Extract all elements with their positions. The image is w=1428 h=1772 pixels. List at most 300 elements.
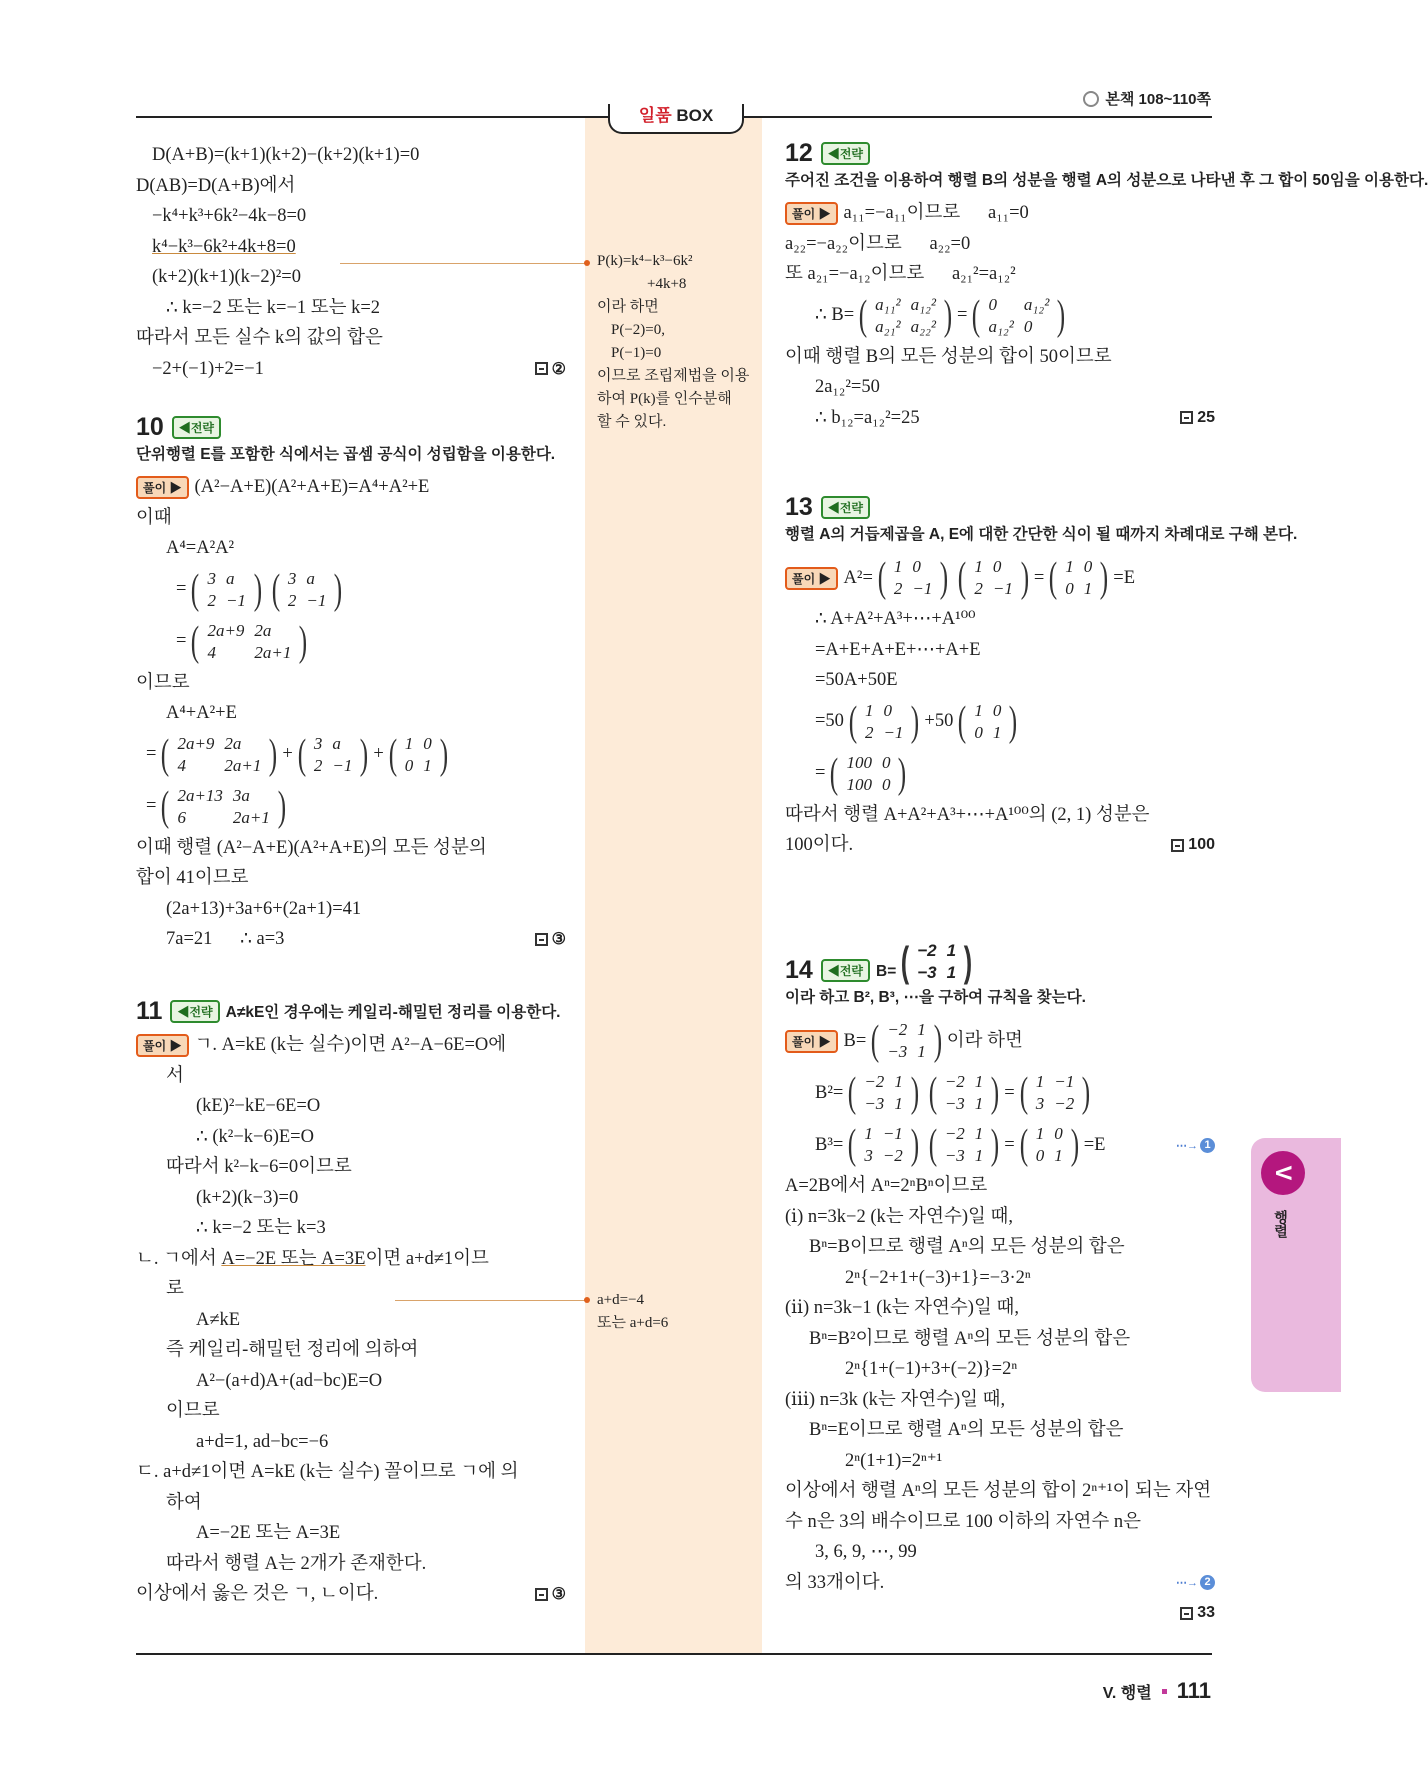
math-text: −k⁴+k³+6k²−4k−8=0 [152,206,307,226]
matrix-cell: 0 [883,700,892,720]
matrix [926,1123,1002,1167]
strategy-badge: ◀전략 [821,496,870,519]
math-text: 따라서 k²−k−6=0이므로 [166,1157,352,1177]
matrix [969,294,1068,338]
math-text: (ⅰ) n=3k−2 (k는 자연수)일 때, [785,1206,1014,1227]
math-text: 하여 [166,1492,202,1513]
solution-line [785,198,1215,229]
math-text: A⁴+A²+E [166,703,237,723]
solution-line [785,665,1215,696]
solution-line [136,833,566,864]
math-text: (k+2)(k+1)(k−2)²=0 [152,267,301,287]
matrix-entries [1031,1071,1079,1115]
chapter-label: V. 행렬 [1102,1684,1152,1702]
math-text: Bⁿ=B²이므로 행렬 Aⁿ의 모든 성분의 합은 [809,1328,1131,1349]
math-text: a₁₁=−a₁₁이므로 a₁₁=0 [843,203,1029,223]
solution-line [785,1171,1215,1202]
paren-left: ( [958,555,967,601]
math-text: + [373,744,384,765]
paren-left: ( [848,1070,857,1116]
math-text: 즉 케일리-해밀턴 정리에 의하여 [166,1340,419,1360]
solution-line [785,1119,1215,1171]
answer-value: ② [551,360,566,378]
math-text: A⁴=A²A² [166,538,235,558]
paren-left: ( [972,292,981,339]
note-line: 이므로 조립제법을 이용 [597,368,750,384]
matrix-cell: a₁₁² [875,294,901,314]
matrix-entries [870,294,941,338]
matrix-cell: 2a+1 [232,807,270,827]
solution-line [785,1202,1215,1233]
math-text: B= [876,963,897,980]
paren-right: ) [963,938,973,985]
solution-line [785,1293,1215,1324]
reference-link[interactable] [1083,88,1211,109]
matrix-cell: 1 [974,1094,984,1113]
matrix [845,1123,921,1167]
matrix-cell: 6 [177,807,186,827]
math-text: 이라 하면 [946,1030,1023,1051]
matrix-cell: 3 [313,733,323,753]
math-text: 단위행렬 E를 포함한 식에서는 곱셈 공식이 성립함을 이용한다. [136,446,556,463]
problem-12 [785,139,1428,433]
solution-line [136,781,566,833]
math-text: B²= [815,1082,844,1103]
answer-mark [1180,409,1215,427]
answer-value: ③ [551,931,566,949]
note-connector [395,1300,586,1301]
matrix-cell: 2a [254,620,272,640]
chapter-tab-label: 행렬 [1273,1210,1289,1238]
math-text: 합이 41이므로 [136,868,249,888]
problem-14 [785,940,1215,1629]
matrix-entries [859,1123,907,1167]
solution-line [136,262,566,293]
matrix-cell: 1 [1035,1124,1045,1143]
matrix-entries [172,733,266,777]
matrix-cell: −2 [1054,1094,1075,1113]
math-text: 수 n은 3의 배수이므로 100 이하의 자연수 n은 [785,1511,1141,1532]
math-text: 의 33개이다. [785,1572,885,1593]
matrix-cell: −1 [306,590,327,610]
solution-line [136,1030,566,1061]
solution-badge: 풀이 ▶ [785,1030,838,1053]
matrix-cell: 3 [207,568,216,588]
solution-line [136,1091,566,1122]
matrix-cell: 0 [992,557,1002,576]
matrix-cell: −2 [882,1146,903,1165]
solution-line [785,1232,1215,1263]
math-text: 2ⁿ{1+(−1)+3+(−2)}=2ⁿ [845,1359,1018,1379]
matrix-entries [841,752,895,796]
solution-line [785,403,1215,434]
solution-line [136,201,566,232]
matrix-cell: a₂₁² [875,316,901,336]
math-text: ㄴ. ㄱ에서 [136,1248,222,1269]
math-text: 따라서 행렬 A+A²+A³+⋯+A¹⁰⁰의 (2, 1) 성분은 [785,804,1150,825]
matrix-cell: −1 [912,579,933,598]
paren-right: ) [269,731,278,778]
paren-right: ) [334,566,343,613]
solution-line [136,1061,566,1092]
matrix-cell: −3 [917,963,937,982]
matrix-cell: 0 [1023,316,1033,336]
solution-line [136,729,566,781]
math-text: Bⁿ=E이므로 행렬 Aⁿ의 모든 성분의 합은 [809,1420,1124,1440]
box-note-factor [597,250,757,434]
matrix-cell: −2 [864,1072,885,1091]
underlined-expression: A=−2E 또는 A=3E [221,1248,366,1269]
solution-line [785,1507,1215,1538]
math-text: ∴ k=−2 또는 k=3 [196,1218,326,1238]
matrix-cell: 1 [917,1042,926,1061]
matrix-entries [860,700,908,744]
math-text: A²= [843,567,873,588]
solution-line [785,1324,1215,1355]
solution-line [136,171,566,202]
paren-left: ( [1049,555,1058,601]
paren-right: ) [898,750,907,797]
matrix-cell: −3 [864,1094,885,1113]
math-text: A≠kE인 경우에는 케일리-해밀턴 정리를 이용한다. [225,1004,561,1021]
matrix-cell: 1 [974,557,983,576]
answer-mark [535,359,566,379]
matrix-cell: 1 [1065,557,1074,576]
matrix-cell: 1 [894,1094,903,1113]
matrix [386,733,451,777]
matrix-entries [969,700,1006,744]
matrix-cell: −1 [1054,1072,1075,1091]
math-text: = [1033,567,1045,588]
paren-left: ( [848,1122,857,1168]
math-text: 또 a₂₁=−a₁₂이므로 a₂₁²=a₁₂² [785,264,1016,284]
footer-rule [136,1653,1212,1655]
matrix-cell: a₂₂² [910,316,937,336]
paren-right: ) [910,1122,920,1168]
matrix-entries [940,1071,988,1115]
matrix-cell: 1 [992,722,1002,742]
solution-badge: 풀이 ▶ [136,1034,189,1057]
answer-icon [1180,1607,1193,1620]
problem-header [785,139,1428,194]
matrix-entries [859,1071,907,1115]
solution-badge: 풀이 ▶ [785,567,838,590]
paren-left: ( [871,1018,880,1064]
matrix [1017,1123,1082,1167]
answer-icon [535,933,548,946]
note-line: 이라 하면 [597,299,659,315]
solution-line [136,564,566,616]
solution-line [785,1446,1215,1477]
matrix-cell: 1 [404,733,414,753]
matrix [845,1071,921,1115]
matrix-cell: a [332,733,341,753]
solution-line [785,290,1215,342]
matrix [1017,1071,1093,1115]
math-text: 2ⁿ{−2+1+(−3)+1}=−3·2ⁿ [845,1267,1031,1288]
solution-line [785,552,1215,604]
solution-line [136,1122,566,1153]
matrix-cell: 1 [1035,1072,1045,1091]
paren-right: ) [933,1018,942,1064]
math-text: 이때 [136,507,172,528]
matrix-entries [1060,556,1097,600]
math-text: D(AB)=D(A+B)에서 [136,175,296,196]
answer-mark [535,929,566,949]
math-text: B= [843,1030,867,1051]
math-text: A≠kE [196,1309,241,1330]
matrix-cell: −3 [944,1094,965,1113]
math-text: = [146,796,157,817]
paren-left: ( [848,698,858,745]
math-text: = [146,744,157,765]
solution-line [136,354,566,385]
note-line: 또는 a+d=6 [597,1315,669,1331]
matrix [856,294,955,338]
math-text: a+d=1, ad−bc=−6 [196,1431,329,1452]
problem-9-continuation [136,140,566,384]
solution-line [785,259,1215,290]
matrix-cell: 3 [1035,1094,1045,1113]
paren-left: ( [191,566,200,613]
paren-right: ) [439,731,448,778]
matrix [875,556,951,600]
strategy-badge: ◀전략 [821,959,870,982]
math-text: (ⅱ) n=3k−1 (k는 자연수)일 때, [785,1298,1019,1318]
math-text: A²−(a+d)A+(ad−bc)E=O [196,1370,383,1391]
page-number: 111 [1176,1678,1211,1703]
matrix-cell: −2 [887,1020,908,1039]
answer-mark [535,1584,566,1604]
strategy-badge: ◀전략 [170,1000,219,1023]
matrix-cell: 0 [988,294,997,314]
solution-line [136,472,566,503]
math-text: = [957,305,968,326]
solution-line [136,232,566,263]
math-text: 따라서 행렬 A는 2개가 존재한다. [166,1553,427,1574]
solution-line [785,1385,1215,1416]
solution-badge: 풀이 ▶ [136,476,189,499]
math-text: 서 [166,1065,184,1086]
math-text: 2ⁿ(1+1)=2ⁿ⁺¹ [845,1450,943,1471]
math-text: 7a=21 ∴ a=3 [166,929,285,949]
problem-11 [136,998,566,1610]
marker-number: 2 [1200,1575,1215,1590]
answer-value: ③ [551,1586,566,1604]
matrix-cell: 0 [1065,579,1074,598]
matrix-cell: 1 [864,1124,873,1143]
solution-line [136,668,566,699]
math-text: 100이다. [785,835,854,855]
matrix [846,700,922,744]
note-connector [340,263,586,264]
reference-marker [1176,1138,1215,1153]
solution-badge: 풀이 ▶ [785,202,838,225]
matrix-cell: 1 [917,1020,926,1039]
paren-right: ) [940,555,949,601]
matrix-cell: 1 [893,557,903,576]
paren-right: ) [1100,555,1109,601]
problem-10 [136,414,566,955]
paren-right: ) [910,1070,920,1116]
paren-right: ) [1070,1122,1079,1168]
matrix-cell: 3a [232,785,250,805]
solution-line [136,1579,566,1610]
solution-line [785,1015,1215,1067]
matrix-cell: 4 [177,755,186,775]
solution-line [785,1476,1215,1507]
note-line: P(k)=k⁴−k³−6k² [597,253,693,269]
paren-right: ) [1082,1070,1091,1116]
solution-line [136,1427,566,1458]
math-text: 행렬 A의 거듭제곱을 A, E에 대한 간단한 식이 될 때까지 차례대로 구해 본다. [785,526,1298,543]
matrix-cell: −1 [225,590,246,610]
matrix-entries [309,733,357,777]
paren-right: ) [1020,555,1030,601]
solution-line [785,372,1215,403]
math-text: 이때 행렬 B의 모든 성분의 합이 50이므로 [785,346,1112,367]
matrix [955,556,1031,600]
matrix-cell: −2 [944,1124,965,1143]
solution-line [785,800,1215,831]
math-text: =E [1083,1134,1106,1155]
math-text: = [176,631,187,652]
math-text: (A²−A+E)(A²+A+E)=A⁴+A²+E [194,477,430,497]
matrix-cell: 2 [287,590,297,610]
matrix-cell: −3 [887,1042,908,1061]
matrix [898,940,975,984]
note-line: +4k+8 [647,276,687,292]
paren-right: ) [1009,698,1018,745]
problem-13 [785,493,1298,861]
solution-line [136,1305,566,1336]
solution-line [785,830,1215,861]
problem-number: 14 [785,956,813,984]
matrix-cell: a₁₂² [1023,294,1050,314]
paren-right: ) [991,1070,1000,1116]
matrix [827,752,909,796]
matrix [1046,556,1111,600]
solution-line [136,1518,566,1549]
solution-line [136,1183,566,1214]
box-note-trace [597,1289,757,1335]
matrix-entries [983,294,1054,338]
box-title: BOX [671,106,714,125]
matrix-cell: −1 [332,755,353,775]
math-text: (2a+13)+3a+6+(2a+1)=41 [166,898,362,919]
strategy-badge: ◀전략 [172,416,221,439]
matrix-cell: 0 [881,774,891,794]
solution-line [136,1488,566,1519]
solution-line [785,696,1215,748]
solution-line [785,635,1215,666]
paren-right: ) [1057,292,1066,339]
solution-line [136,616,566,668]
answer-icon [535,362,548,375]
math-text: a₂₂=−a₂₂이므로 a₂₂=0 [785,233,971,254]
matrix-entries [202,620,296,664]
solution-line [136,1549,566,1580]
matrix [295,733,371,777]
paren-right: ) [943,292,953,339]
separator-dot [1162,1689,1167,1694]
solution-line [785,1598,1215,1629]
matrix-cell: 4 [207,642,216,662]
matrix-entries [889,556,937,600]
matrix-cell: −1 [992,579,1013,598]
solution-line [136,1366,566,1397]
matrix-cell: 0 [1035,1146,1045,1165]
matrix [955,700,1020,744]
solution-line [785,229,1215,260]
matrix-cell: 0 [881,752,891,772]
matrix-cell: 2a+13 [177,785,223,805]
matrix-cell: a [306,568,315,588]
solution-line [136,698,566,729]
matrix-cell: 1 [1083,579,1093,598]
solution-line [136,1457,566,1488]
math-text: 이므로 [136,672,190,693]
paren-left: ( [958,698,967,745]
solution-line [136,1213,566,1244]
matrix-cell: −2 [917,941,937,960]
problem-number: 12 [785,139,813,167]
matrix-cell: 2a+9 [177,733,215,753]
matrix-cell: 1 [894,1072,903,1091]
matrix-cell: 100 [846,774,872,794]
matrix-cell: 3 [287,568,297,588]
ilpum-box-tab [608,104,744,134]
paren-left: ( [271,566,281,613]
math-text: A=−2E 또는 A=3E [196,1523,341,1543]
matrix-cell: 2a [224,733,242,753]
solution-line [785,1354,1215,1385]
matrix-cell: 0 [912,557,921,576]
matrix-cell: 0 [404,755,414,775]
matrix-cell: 1 [974,1072,984,1091]
chapter-side-tab[interactable] [1251,1138,1341,1392]
paren-left: ( [161,731,170,778]
solution-line [136,894,566,925]
matrix-cell: 2 [893,579,903,598]
solution-line [136,323,566,354]
matrix-cell: a₁₂² [988,316,1014,336]
matrix [926,1071,1002,1115]
math-text: −2+(−1)+2=−1 [152,358,264,379]
math-text: = [815,763,826,784]
matrix-cell: 2a+1 [224,755,262,775]
matrix-cell: 2 [864,722,874,742]
paren-left: ( [877,555,887,601]
solution-line [136,533,566,564]
matrix-cell: 0 [423,733,432,753]
solution-line [785,1067,1215,1119]
answer-icon [1180,411,1193,424]
math-text: 이때 행렬 (A²−A+E)(A²+A+E)의 모든 성분의 [136,837,487,858]
reference-marker [1176,1575,1215,1590]
footer [1103,1678,1211,1704]
math-text: B³= [815,1134,844,1155]
answer-mark [1180,1604,1215,1622]
answer-mark [1171,836,1215,854]
problem-header [785,493,1298,548]
answer-icon [1171,839,1184,852]
matrix [188,568,264,612]
solution-line [785,1415,1215,1446]
math-text: 이므로 [166,1401,220,1421]
solution-line [785,1537,1215,1568]
reference-icon [1083,91,1099,107]
